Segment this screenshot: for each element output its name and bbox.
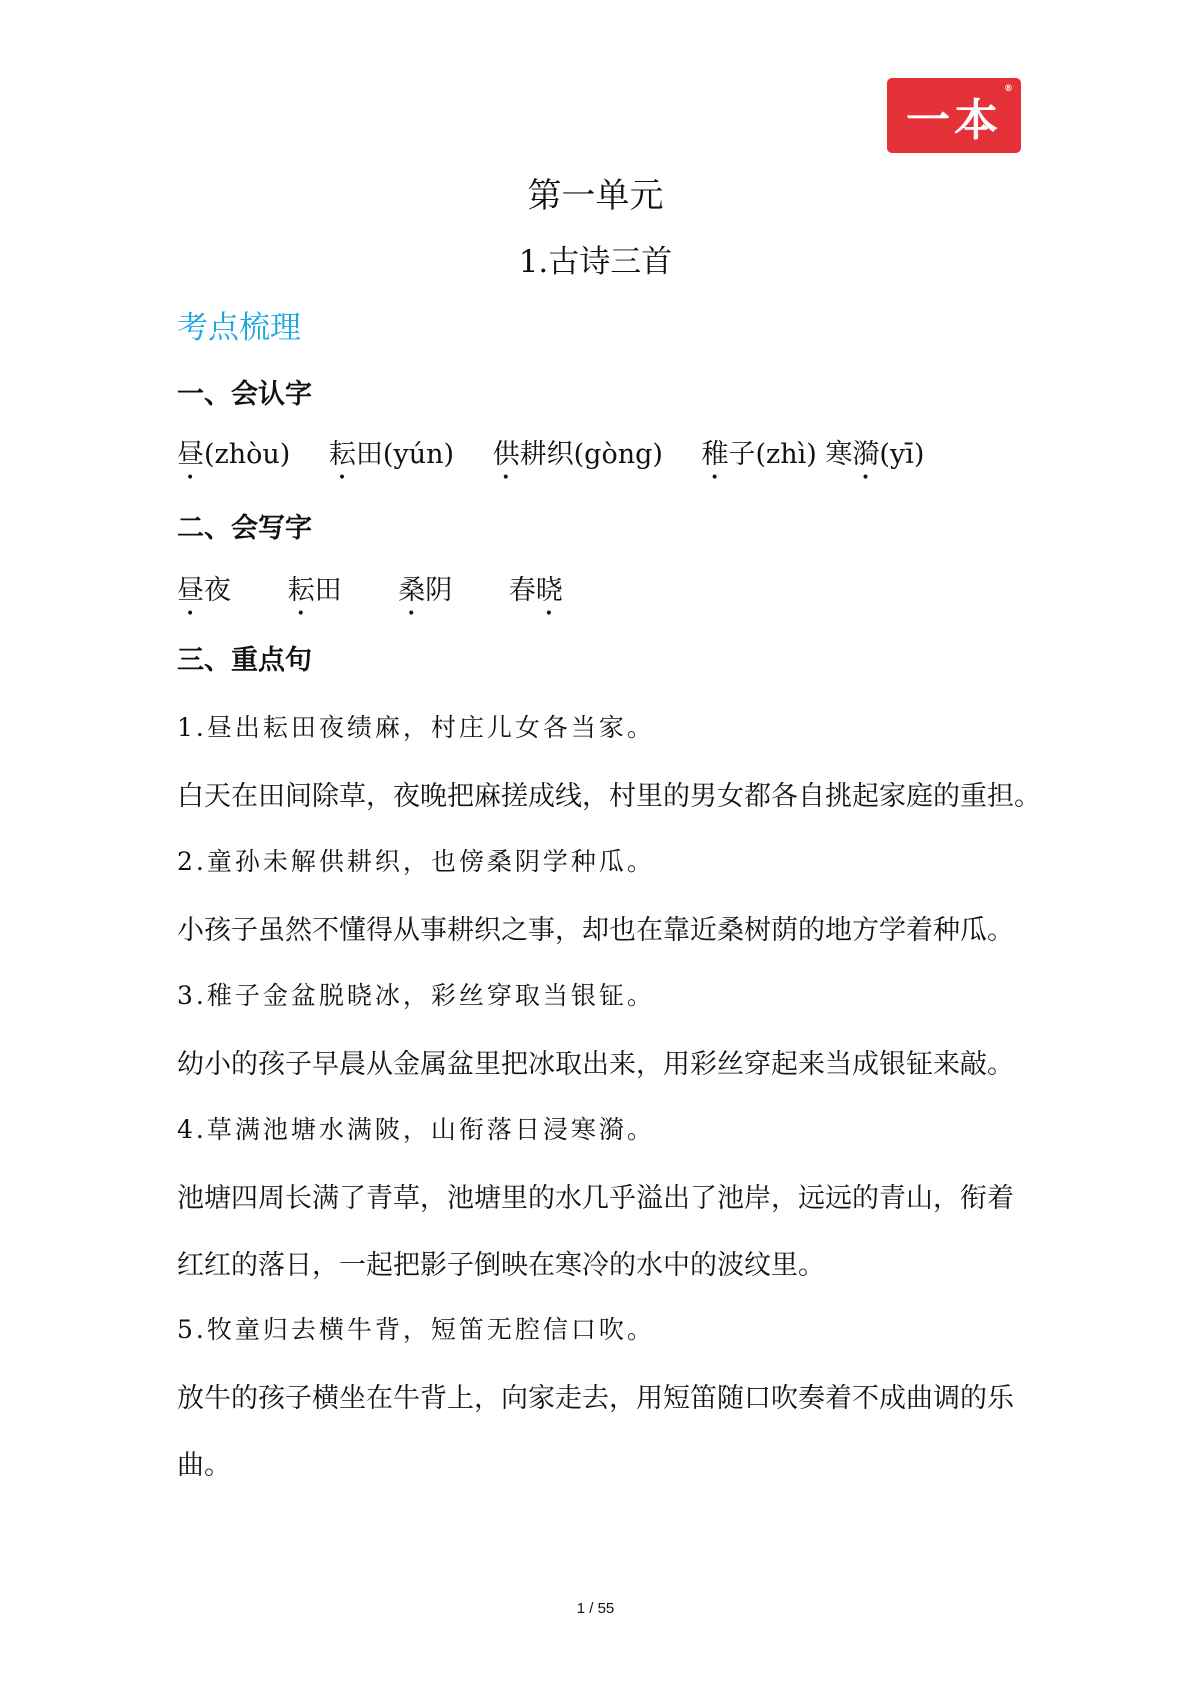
write-item: 春晓: [508, 575, 563, 606]
recognize-list: [177, 432, 924, 486]
key-sentence: 5.牧童归去横牛背，短笛无腔信口吹。: [177, 1315, 655, 1344]
key-sentence: 4.草满池塘水满陂，山衔落日浸寒漪。: [177, 1115, 655, 1144]
recognize-item: 寒漪(yī): [825, 439, 925, 470]
unit-title: 第一单元: [527, 176, 664, 216]
recognize-heading: 一、会认字: [177, 379, 312, 410]
brand-logo: 一本 ®: [887, 78, 1021, 153]
write-heading: 二、会写字: [177, 513, 312, 544]
translation: 曲。: [177, 1450, 231, 1481]
write-item: 桑阴: [398, 575, 453, 606]
translation: 白天在田间除草，夜晚把麻搓成线，村里的男女都各自挑起家庭的重担。: [177, 781, 1041, 812]
translation: 池塘四周长满了青草，池塘里的水几乎溢出了池岸，远远的青山，衔着: [177, 1183, 1014, 1214]
key-sentence: 2.童孙未解供耕织，也傍桑阴学种瓜。: [177, 847, 655, 876]
recognize-item: 耘田(yún): [328, 439, 455, 470]
key-sentence: 1.昼出耘田夜绩麻，村庄儿女各当家。: [177, 713, 655, 742]
translation: 小孩子虽然不懂得从事耕织之事，却也在靠近桑树荫的地方学着种瓜。: [177, 915, 1014, 946]
translation: 红红的落日，一起把影子倒映在寒冷的水中的波纹里。: [177, 1250, 825, 1281]
translation: 幼小的孩子早晨从金属盆里把冰取出来，用彩丝穿起来当成银钲来敲。: [177, 1049, 1014, 1080]
recognize-item: 供耕织(gòng): [492, 439, 663, 470]
recognize-item: 稚子(zhì): [701, 439, 817, 470]
recognize-item: 昼(zhòu): [177, 439, 291, 470]
key-heading: 三、重点句: [177, 645, 312, 676]
translation: 放牛的孩子横坐在牛背上，向家走去，用短笛随口吹奏着不成曲调的乐: [177, 1383, 1014, 1414]
write-item: 昼夜: [177, 575, 231, 606]
write-list: [177, 568, 563, 622]
lesson-title: 1.古诗三首: [518, 244, 673, 280]
key-sentence: 3.稚子金盆脱晓冰，彩丝穿取当银钲。: [177, 981, 655, 1010]
section-title: 考点梳理: [177, 310, 301, 346]
write-item: 耘田: [287, 575, 342, 606]
page-number: 1 / 55: [576, 1600, 615, 1617]
